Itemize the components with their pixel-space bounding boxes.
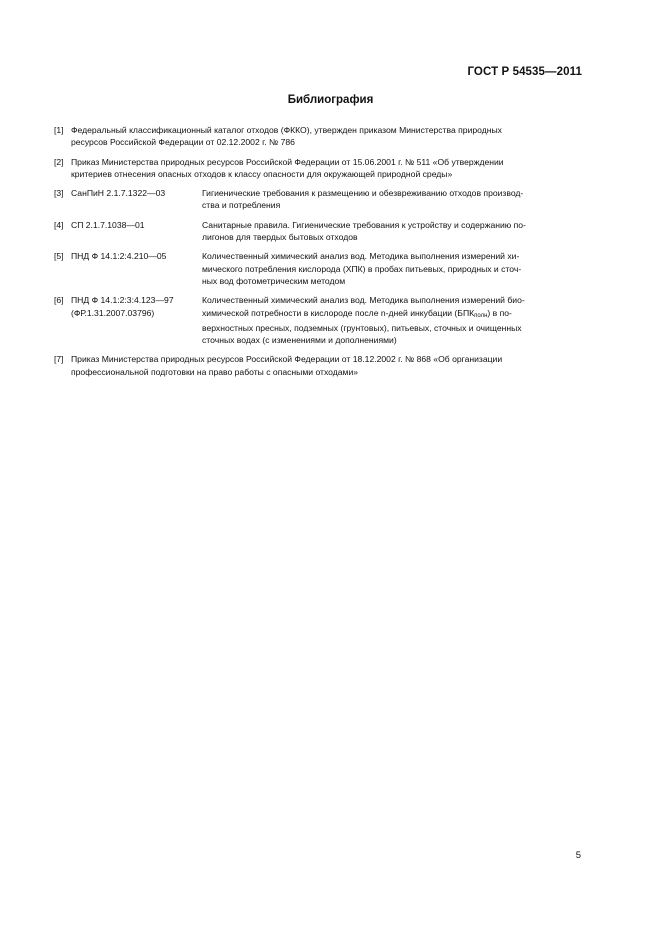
desc-line: Санитарные правила. Гигиенические требования к устройству и содержанию по- [202, 219, 526, 230]
entry-number: [3] [54, 188, 64, 199]
entry-document-code [71, 187, 202, 212]
bibliography-entry [54, 124, 578, 149]
bibliography-entry [54, 219, 578, 244]
desc-line: Гигиенические требования к размещению и обезвреживанию отходов производ- [202, 188, 524, 199]
entry-line: Федеральный классификационный каталог отходов (ФККО), утвержден приказом Министерства природных [71, 125, 502, 135]
entry-line: профессиональной подготовки на право работы с опасными отходами» [71, 366, 359, 377]
entry-text [71, 353, 578, 378]
code-line: ПНД Ф 14.1:2:4.210—05 [71, 251, 167, 262]
entry-number: [2] [54, 156, 64, 167]
entry-number: [6] [54, 295, 64, 306]
subscript-text: полн [474, 312, 488, 319]
desc-line: мического потребления кислорода (ХПК) в пробах питьевых, природных и сточ- [202, 263, 522, 274]
desc-line: ных вод фотометрическим методом [202, 275, 346, 286]
entry-text [71, 156, 578, 181]
desc-line: лигонов для твердых бытовых отходов [202, 232, 358, 243]
entry-text [71, 124, 578, 149]
entry-document-code [71, 294, 202, 346]
entry-number: [1] [54, 125, 64, 135]
desc-line: сточных водах (с изменениями и дополнениями) [202, 335, 397, 346]
code-line: СанПиН 2.1.7.1322—03 [71, 188, 166, 199]
bibliography-entry [54, 353, 578, 378]
entry-description [202, 219, 578, 244]
desc-line: Количественный химический анализ вод. Методика выполнения измерений био- [202, 295, 525, 306]
desc-line: Количественный химический анализ вод. Методика выполнения измерений хи- [202, 251, 520, 262]
bibliography-list [54, 124, 578, 385]
desc-line: верхностных пресных, подземных (грунтовых), питьевых, сточных и очищенных [202, 322, 522, 333]
entry-document-code [71, 250, 202, 287]
page-number: 5 [575, 850, 581, 861]
entry-line: критериев отнесения опасных отходов к классу опасности для окружающей природной среды» [71, 168, 453, 179]
entry-number: [5] [54, 251, 64, 262]
entry-description [202, 187, 578, 212]
entry-number: [7] [54, 354, 64, 365]
code-line: ПНД Ф 14.1:2:3:4.123—97 [71, 295, 174, 306]
bibliography-entry [54, 294, 578, 346]
entry-description [202, 294, 578, 346]
desc-line: химической потребности в кислороде после n-дней инкубации $(БПК_{полн})$ в по- [202, 307, 512, 319]
entry-description [202, 250, 578, 287]
entry-line: Приказ Министерства природных ресурсов Российской Федерации от 15.06.2001 г. № 511 «Об утверждении [71, 156, 504, 167]
bibliography-entry [54, 187, 578, 212]
bibliography-title: Библиография [287, 94, 374, 106]
code-line: СП 2.1.7.1038—01 [71, 219, 145, 230]
desc-line: ства и потребления [202, 200, 281, 211]
standard-number: ГОСТ Р 54535—2011 [467, 66, 582, 78]
code-line: (ФР.1.31.2007.03796) [71, 307, 155, 318]
entry-line: Приказ Министерства природных ресурсов Российской Федерации от 18.12.2002 г. № 868 «Об организации [71, 354, 503, 365]
entry-number: [4] [54, 219, 64, 230]
entry-line: ресурсов Российской Федерации от 02.12.2002 г. № 786 [71, 137, 295, 148]
entry-document-code [71, 219, 202, 244]
bibliography-entry [54, 250, 578, 287]
bibliography-entry [54, 156, 578, 181]
